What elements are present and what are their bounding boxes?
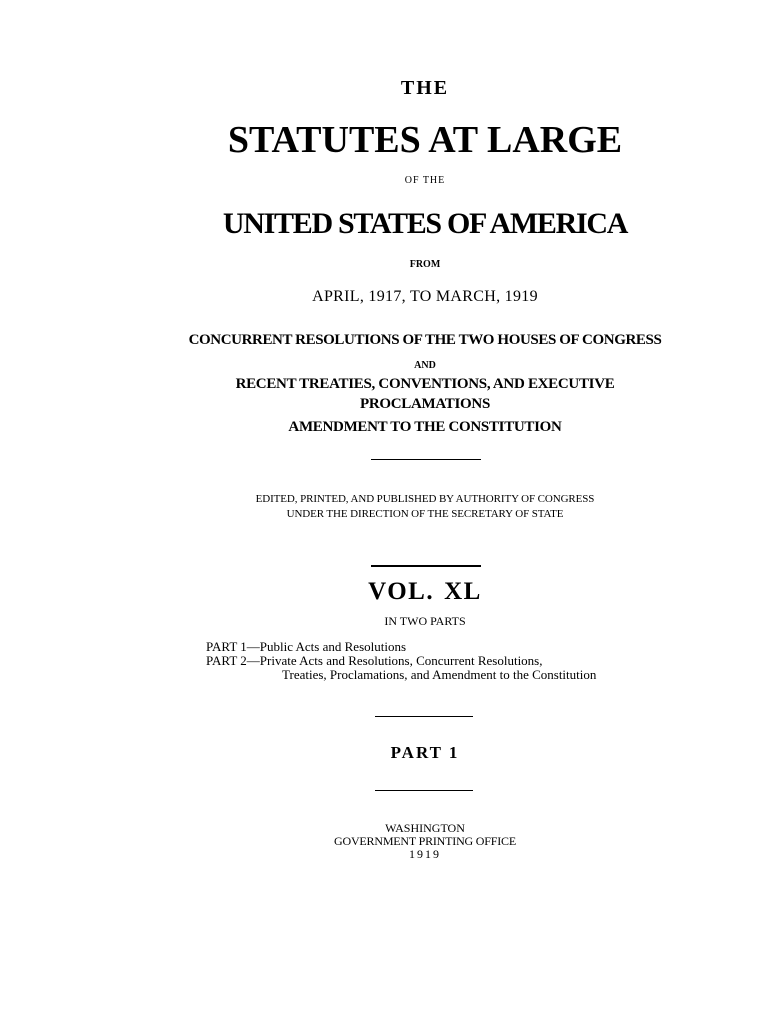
parts-note: IN TWO PARTS: [384, 614, 466, 628]
country-title: UNITED STATES OF AMERICA: [222, 207, 628, 240]
imprint-printer: GOVERNMENT PRINTING OFFICE: [334, 834, 516, 848]
parts-list-item-2-continued: Treaties, Proclamations, and Amendment to the Constitution: [282, 667, 597, 682]
from-connector: FROM: [409, 259, 441, 270]
contents-line-amendment: AMENDMENT TO THE CONSTITUTION: [288, 419, 562, 435]
imprint-year: 1919: [409, 847, 441, 861]
authority-line-2: UNDER THE DIRECTION OF THE SECRETARY OF STATE: [286, 508, 564, 520]
divider-rule: [371, 565, 481, 567]
contents-and: AND: [414, 360, 436, 371]
divider-rule: [371, 459, 481, 460]
volume-prefix: VOL.: [368, 578, 435, 605]
of-the-connector: OF THE: [404, 175, 446, 186]
date-range: APRIL, 1917, TO MARCH, 1919: [312, 288, 538, 305]
heading-the: THE: [400, 77, 450, 99]
divider-rule: [375, 716, 473, 717]
volume-title: [0, 579, 768, 604]
parts-list-item-2: PART 2—Private Acts and Resolutions, Concurrent Resolutions,: [206, 653, 543, 668]
divider-rule: [375, 790, 473, 791]
parts-list-item-1: PART 1—Public Acts and Resolutions: [206, 639, 407, 654]
main-title: STATUTES AT LARGE: [227, 119, 623, 161]
contents-line-treaties: RECENT TREATIES, CONVENTIONS, AND EXECUTIVE: [235, 376, 615, 392]
parts-list: [206, 640, 596, 682]
volume-number: XL: [444, 578, 482, 605]
authority-line-1: EDITED, PRINTED, AND PUBLISHED BY AUTHORITY OF CONGRESS: [255, 493, 595, 505]
contents-line-proclamations: PROCLAMATIONS: [360, 396, 490, 412]
imprint-city: WASHINGTON: [385, 821, 465, 835]
contents-line-concurrent: CONCURRENT RESOLUTIONS OF THE TWO HOUSES OF CONGRESS: [188, 332, 662, 348]
part-label: PART 1: [390, 743, 460, 762]
